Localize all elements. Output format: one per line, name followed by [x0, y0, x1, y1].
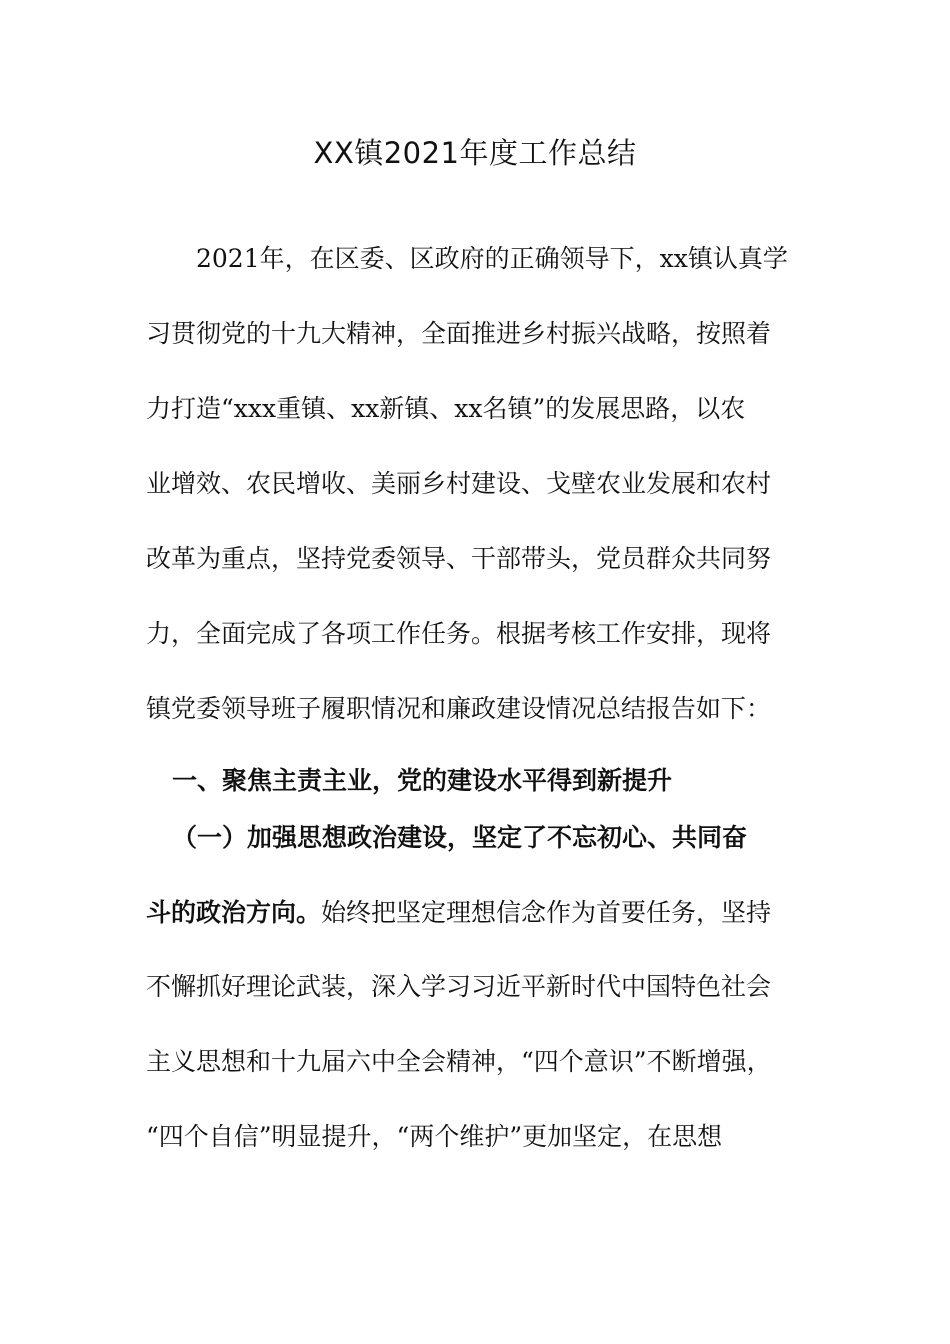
paragraph-line: 不懈抓好理论武装，深入学习习近平新时代中国特色社会 [146, 972, 772, 1001]
paragraph-line: 改革为重点，坚持党委领导、干部带头，党员群众共同努 [146, 544, 772, 573]
paragraph-line: 习贯彻党的十九大精神，全面推进乡村振兴战略，按照着 [146, 319, 772, 348]
paragraph-line: 主义思想和十九届六中全会精神，“四个意识”不断增强， [146, 1047, 772, 1076]
paragraph-text: 始终把坚定理想信念作为首要任务，坚持 [321, 898, 772, 927]
section-heading: 一、聚焦主责主业，党的建设水平得到新提升 [172, 766, 673, 795]
paragraph-line: 2021年，在区委、区政府的正确领导下，xx镇认真学 [196, 244, 788, 273]
document-title: XX镇2021年度工作总结 [313, 136, 637, 170]
paragraph-line: 力，全面完成了各项工作任务。根据考核工作安排，现将 [146, 619, 772, 648]
paragraph-line: 业增效、农民增收、美丽乡村建设、戈壁农业发展和农村 [146, 469, 772, 498]
subsection-heading: （一）加强思想政治建设，坚定了不忘初心、共同奋 [172, 823, 748, 852]
paragraph-line: 力打造“xxx重镇、xx新镇、xx名镇”的发展思路，以农 [146, 394, 746, 423]
paragraph-line: 镇党委领导班子履职情况和廉政建设情况总结报告如下： [146, 694, 772, 723]
paragraph-line: “四个自信”明显提升，“两个维护”更加坚定，在思想 [146, 1122, 723, 1151]
paragraph-line [146, 896, 806, 930]
subsection-heading-continuation: 斗的政治方向。 [146, 898, 322, 927]
